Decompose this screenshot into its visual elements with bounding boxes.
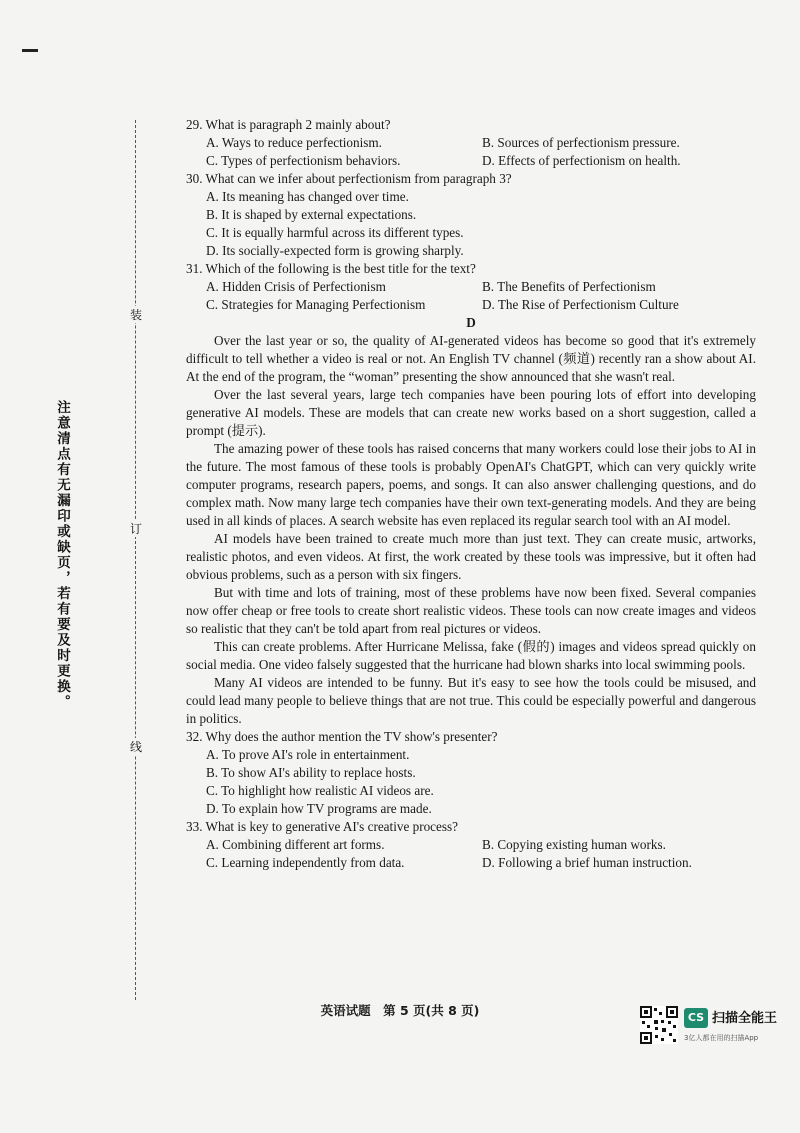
question-29-options-row1 — [206, 134, 756, 152]
margin-note: 注意清点有无漏印或缺页，若有要及时更换。 — [54, 400, 70, 710]
passage-paragraph: The amazing power of these tools has raised concerns that many workers could lose their jobs to AI in the future. The most famous of these tools is probably OpenAI's ChatGPT, which can very quickly write computer programs, research papers, poems, and songs. It can also answer challenging questions, and do complex math. Now many large tech companies have their own text-generating models. And they are being used in all kinds of places. A search website has even replaced its regular search tool with an AI model. — [186, 441, 756, 528]
question-33-options-row2 — [206, 854, 756, 872]
page-footer: 英语试题 第 5 页(共 8 页) — [320, 1003, 480, 1018]
option: B. It is shaped by external expectations. — [206, 207, 417, 222]
passage-paragraph: Over the last several years, large tech companies have been pouring lots of effort into developing generative AI models. These are models that can create new works based on a short suggestion, called a prompt (提示). — [186, 387, 756, 438]
option: A. Its meaning has changed over time. — [206, 189, 409, 204]
passage-paragraph: Over the last year or so, the quality of AI-generated videos has become so good that it's extremely difficult to tell whether a video is real or not. An English TV channel (频道) recently ran a show about AI. At the end of the program, the “woman” presenting the show announced that she wasn't real. — [186, 333, 756, 384]
question-31-options-row2 — [206, 296, 756, 314]
corner-mark — [22, 49, 38, 52]
option: D. Effects of perfectionism on health. — [482, 153, 681, 168]
option: D. To explain how TV programs are made. — [206, 801, 432, 816]
scanner-app-name: 扫描全能王 — [712, 1011, 778, 1026]
option: A. Combining different art forms. — [206, 837, 385, 852]
question-31: 31. Which of the following is the best title for the text? — [186, 261, 476, 276]
passage-paragraph: This can create problems. After Hurricane Melissa, fake (假的) images and videos spread quickly on social media. One video falsely suggested that the hurricane had blown sharks into local swimming pools. — [186, 639, 756, 672]
option: B. Sources of perfectionism pressure. — [482, 135, 680, 150]
passage-paragraph: Many AI videos are intended to be funny. But it's easy to see how the tools could be misused, and could lead many people to believe things that are not true. This could be especially powerful and dangerous in politics. — [186, 675, 756, 726]
question-29: 29. What is paragraph 2 mainly about? — [186, 117, 391, 132]
passage-paragraph: But with time and lots of training, most of these problems have now been fixed. Several companies now offer cheap or free tools to create short realistic videos. These tools can now create images and videos so realistic that they can't be told apart from real pictures or videos. — [186, 585, 756, 636]
option: A. Hidden Crisis of Perfectionism — [206, 279, 386, 294]
option: C. It is equally harmful across its different types. — [206, 225, 464, 240]
option: C. Learning independently from data. — [206, 855, 405, 870]
question-29-options-row2 — [206, 152, 756, 170]
option: C. Types of perfectionism behaviors. — [206, 153, 401, 168]
option: B. Copying existing human works. — [482, 837, 666, 852]
question-31-options-row1 — [206, 278, 756, 296]
camscanner-logo-icon: CS — [684, 1008, 708, 1028]
option: C. To highlight how realistic AI videos are. — [206, 783, 434, 798]
question-32: 32. Why does the author mention the TV show's presenter? — [186, 729, 498, 744]
qr-code-icon — [640, 1006, 678, 1044]
option: D. The Rise of Perfectionism Culture — [482, 297, 679, 312]
option: A. To prove AI's role in entertainment. — [206, 747, 410, 762]
question-33: 33. What is key to generative AI's creative process? — [186, 819, 459, 834]
passage-paragraph: AI models have been trained to create much more than just text. They can create music, artworks, realistic photos, and even videos. At first, the work created by these tools was impressive, but it often had obvious problems, such as a person with six fingers. — [186, 531, 756, 582]
option: D. Its socially-expected form is growing sharply. — [206, 243, 464, 258]
option: B. To show AI's ability to replace hosts. — [206, 765, 416, 780]
binding-char-ding: 订 — [127, 520, 145, 537]
section-title: D — [466, 315, 476, 330]
question-33-options-row1 — [206, 836, 756, 854]
exam-content — [186, 116, 756, 872]
option: B. The Benefits of Perfectionism — [482, 279, 656, 294]
option: C. Strategies for Managing Perfectionism — [206, 297, 426, 312]
binding-char-xian: 线 — [127, 738, 145, 755]
question-30: 30. What can we infer about perfectionism from paragraph 3? — [186, 171, 512, 186]
binding-line — [135, 120, 136, 1000]
scanner-tagline: 3亿人都在用的扫描App — [684, 1034, 759, 1042]
option: D. Following a brief human instruction. — [482, 855, 692, 870]
binding-char-zhuang: 装 — [127, 306, 145, 323]
option: A. Ways to reduce perfectionism. — [206, 135, 382, 150]
